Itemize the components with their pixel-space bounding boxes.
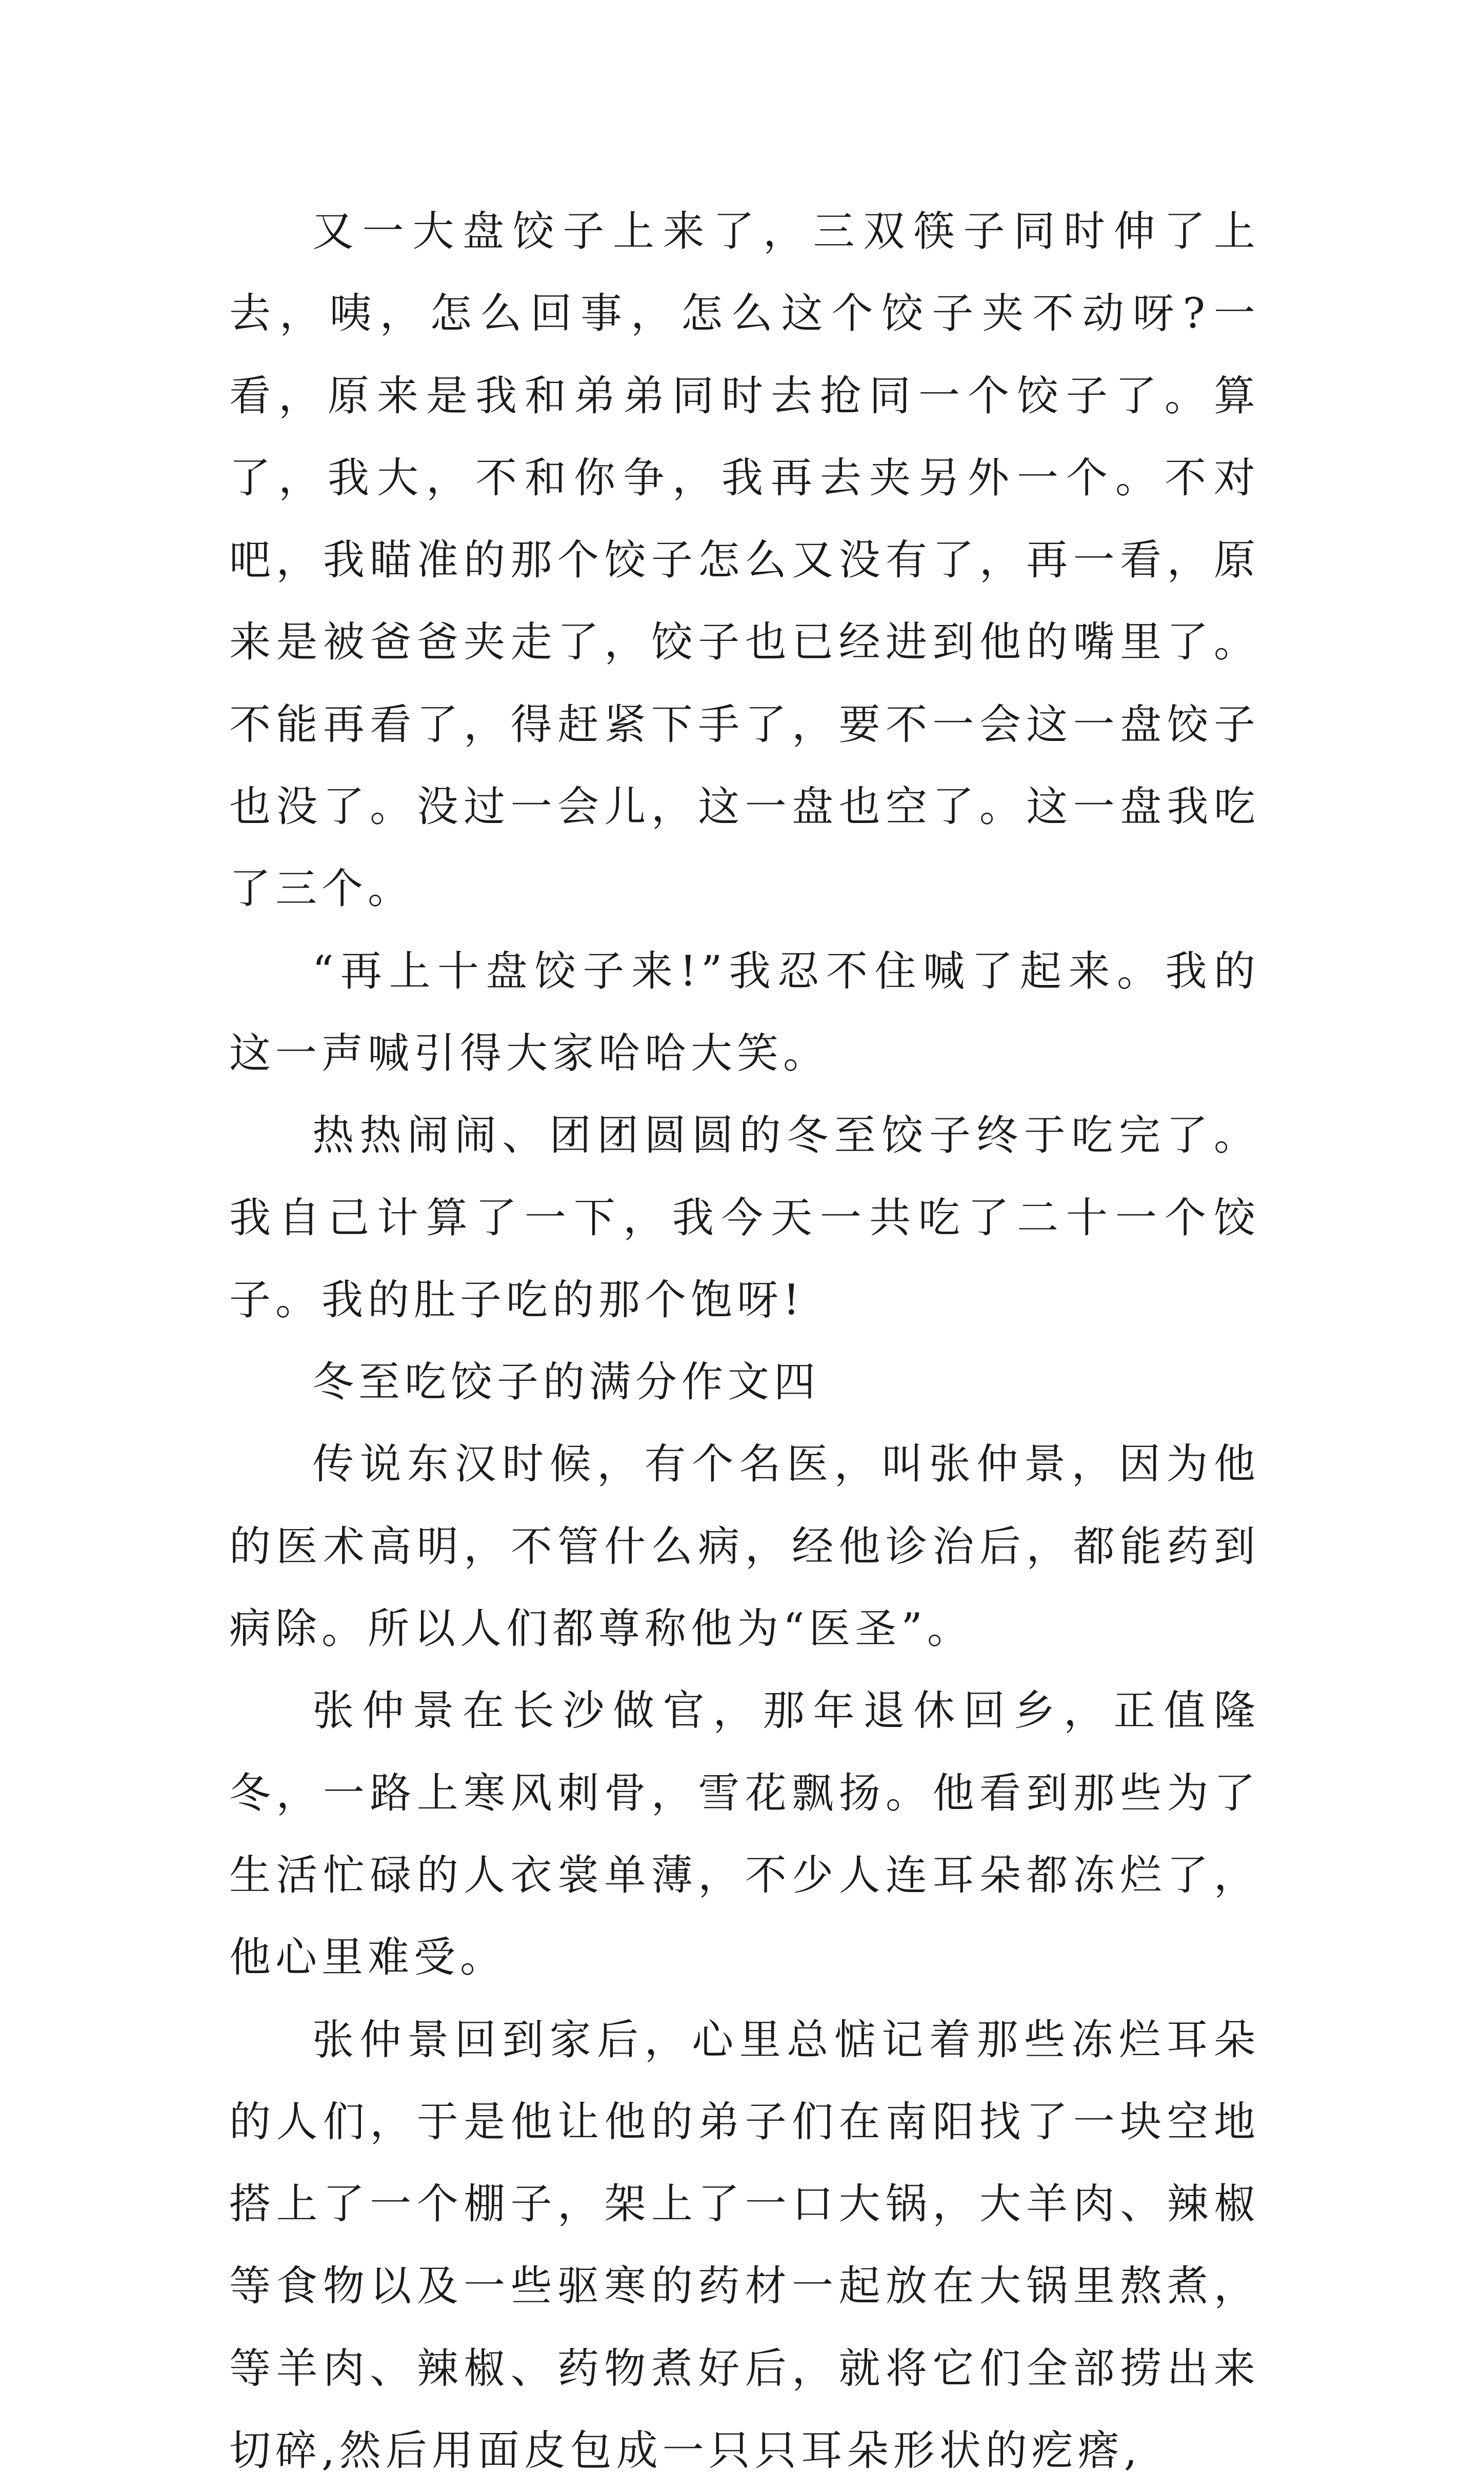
article-body [229,191,1260,2492]
paragraph-ten-more-plates: “再上十盘饺子来!”我忍不住喊了起来。我的这一声喊引得大家哈哈大笑。 [229,947,1260,1078]
section-heading: 冬至吃饺子的满分作文四 [312,1358,820,1407]
paragraph-dumplings-race: 又一大盘饺子上来了，三双筷子同时伸了上去，咦，怎么回事，怎么这个饺子夹不动呀?一看，原来是我和弟弟同时去抢同一个饺子了。算了，我大，不和你争，我再去夹另外一个。不对吧，我瞄准的那个饺子怎么又没有了，再一看，原来是被爸爸夹走了，饺子也已经进到他的嘴里了。不能再看了，得赶紧下手了，要不一会这一盘饺子也没了。没过一会儿，这一盘也空了。这一盘我吃了三个。 [229,208,1260,914]
paragraph-legend-intro: 传说东汉时候，有个名医，叫张仲景，因为他的医术高明，不管什么病，经他诊治后，都能药到病除。所以人们都尊称他为“医圣”。 [229,1440,1260,1654]
paragraph-finished-eating: 热热闹闹、团团圆圆的冬至饺子终于吃完了。我自己计算了一下，我今天一共吃了二十一个饺子。我的肚子吃的那个饱呀! [229,1112,1260,1324]
paragraph-changsha-return: 张仲景在长沙做官，那年退休回乡，正值隆冬，一路上寒风刺骨，雪花飘扬。他看到那些为了生活忙碌的人衣裳单薄，不少人连耳朵都冻烂了，他心里难受。 [229,1687,1260,1982]
paragraph-medicine-preparation: 张仲景回到家后，心里总惦记着那些冻烂耳朵的人们，于是他让他的弟子们在南阳找了一块空地搭上了一个棚子，架上了一口大锅，大羊肉、辣椒等食物以及一些驱寒的药材一起放在大锅里熬煮，等羊肉、辣椒、药物煮好后，就将它们全部捞出来切碎,然后用面皮包成一只只耳朵形状的疙瘩, [229,2016,1260,2476]
